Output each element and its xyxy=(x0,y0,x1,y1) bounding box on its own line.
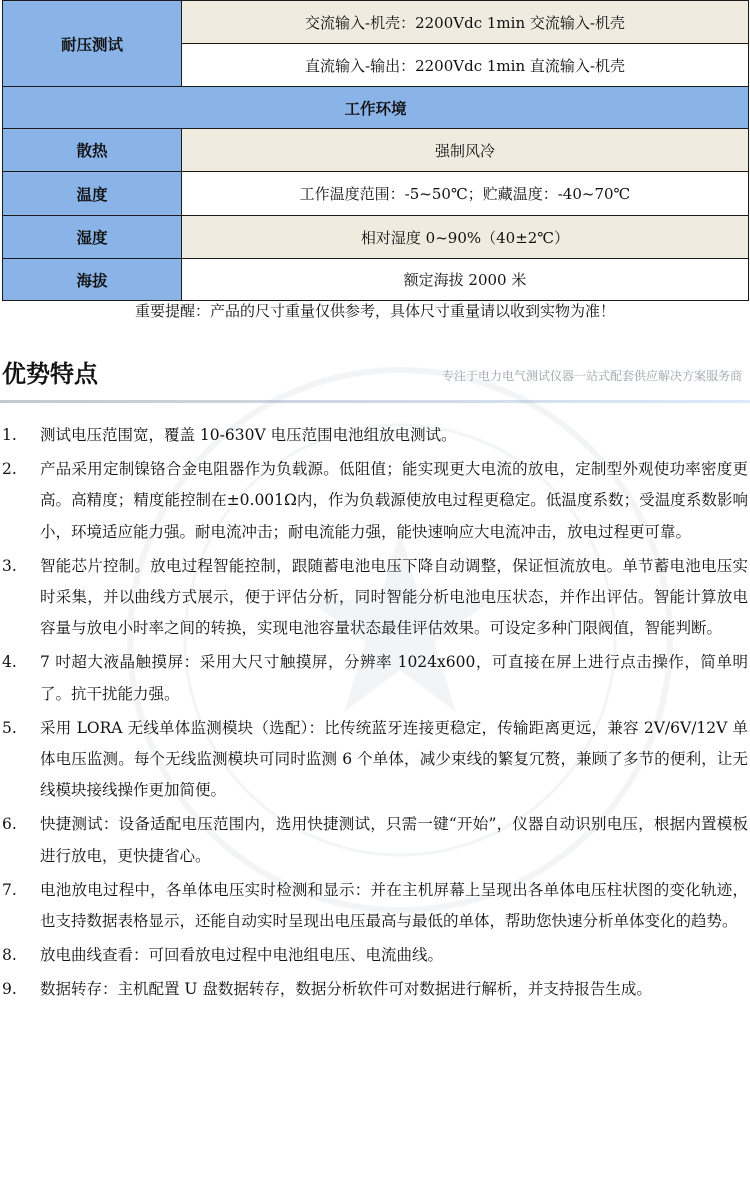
item-text: 7 吋超大液晶触摸屏：采用大尺寸触摸屏，分辨率 1024x600，可直接在屏上进行点击操作，简单明了。抗干扰能力强。 xyxy=(40,653,748,703)
slogan-text: 专注于电力电气测试仪器一站式配套供应解决方案服务商 xyxy=(441,369,742,383)
withstand-label: 耐压测试 xyxy=(3,1,182,87)
item-number: 3. xyxy=(2,556,17,575)
item-number: 1. xyxy=(2,426,17,444)
item-number: 5. xyxy=(2,718,17,737)
list-item xyxy=(0,940,750,971)
row-value-humidity: 相对湿度 0~90%（40±2℃） xyxy=(182,216,749,259)
item-text: 测试电压范围宽，覆盖 10-630V 电压范围电池组放电测试。 xyxy=(40,426,457,444)
row-label-humidity: 湿度 xyxy=(3,216,182,259)
item-text: 智能芯片控制。放电过程智能控制，跟随蓄电池电压下降自动调整，保证恒流放电。单节蓄电池电压实时采集，并以曲线方式展示，便于评估分析，同时智能分析电池电压状态，并作出评估。智能计算放电容量与放电小时率之间的转换，实现电池容量状态最佳评估效果。可设定多种门限阀值，智能判断。 xyxy=(40,556,748,638)
item-number: 6. xyxy=(2,815,17,834)
item-number: 4. xyxy=(2,653,17,672)
list-item xyxy=(0,551,750,645)
withstand-row-dc: 直流输入-输出：2200Vdc 1min 直流输入-机壳 xyxy=(182,44,749,87)
row-value-cooling: 强制风冷 xyxy=(182,129,749,172)
list-item xyxy=(0,420,750,451)
item-text: 采用 LORA 无线单体监测模块（选配）：比传统蓝牙连接更稳定，传输距离更远，兼容 2V/6V/12V 单体电压监测。每个无线监测模块可同时监测 6 个单体，减少束线的繁复冗赘，兼顾了多节的便利，让无线模块接线操作更加简便。 xyxy=(40,718,748,800)
section-title: 工作环境 xyxy=(3,87,749,129)
list-item xyxy=(0,647,750,709)
list-item xyxy=(0,875,750,937)
item-text: 放电曲线查看：可回看放电过程中电池组电压、电流曲线。 xyxy=(40,946,444,965)
row-label-cooling: 散热 xyxy=(3,129,182,172)
features-list xyxy=(0,420,750,1009)
list-item xyxy=(0,974,750,1005)
row-label-altitude: 海拔 xyxy=(3,259,182,301)
notice-text: 重要提醒：产品的尺寸重量仅供参考，具体尺寸重量请以收到实物为准！ xyxy=(134,302,615,320)
item-number: 2. xyxy=(2,460,17,479)
list-item xyxy=(0,713,750,807)
row-label-temperature: 温度 xyxy=(3,172,182,216)
advantages-title: 优势特点 xyxy=(2,360,98,388)
list-item xyxy=(0,809,750,871)
section-divider xyxy=(0,400,750,403)
item-text: 电池放电过程中，各单体电压实时检测和显示：并在主机屏幕上呈现出各单体电压柱状图的变化轨迹，也支持数据表格显示，还能自动实时呈现出电压最高与最低的单体，帮助您快速分析单体变化的趋势。 xyxy=(40,880,748,931)
list-item xyxy=(0,454,750,548)
item-text: 数据转存：主机配置 U 盘数据转存，数据分析软件可对数据进行解析，并支持报告生成。 xyxy=(40,980,652,999)
row-value-altitude: 额定海拔 2000 米 xyxy=(182,259,749,301)
item-number: 7. xyxy=(2,880,17,899)
item-number: 9. xyxy=(2,980,17,999)
item-text: 快捷测试：设备适配电压范围内，选用快捷测试，只需一键“开始”，仪器自动识别电压，根据内置模板进行放电，更快捷省心。 xyxy=(40,815,748,865)
row-value-temperature: 工作温度范围：-5~50℃；贮藏温度：-40~70℃ xyxy=(182,172,749,216)
item-number: 8. xyxy=(2,946,17,965)
item-text: 产品采用定制镍铬合金电阻器作为负载源。低阻值；能实现更大电流的放电，定制型外观使功率密度更高。高精度；精度能控制在±0.001Ω内，作为负载源使放电过程更稳定。低温度系数；受温度系数影响小，环境适应能力强。耐电流冲击；耐电流能力强，能快速响应大电流冲击，放电过程更可靠。 xyxy=(40,460,748,541)
spec-table xyxy=(2,0,749,301)
withstand-row-ac: 交流输入-机壳：2200Vdc 1min 交流输入-机壳 xyxy=(182,1,749,44)
